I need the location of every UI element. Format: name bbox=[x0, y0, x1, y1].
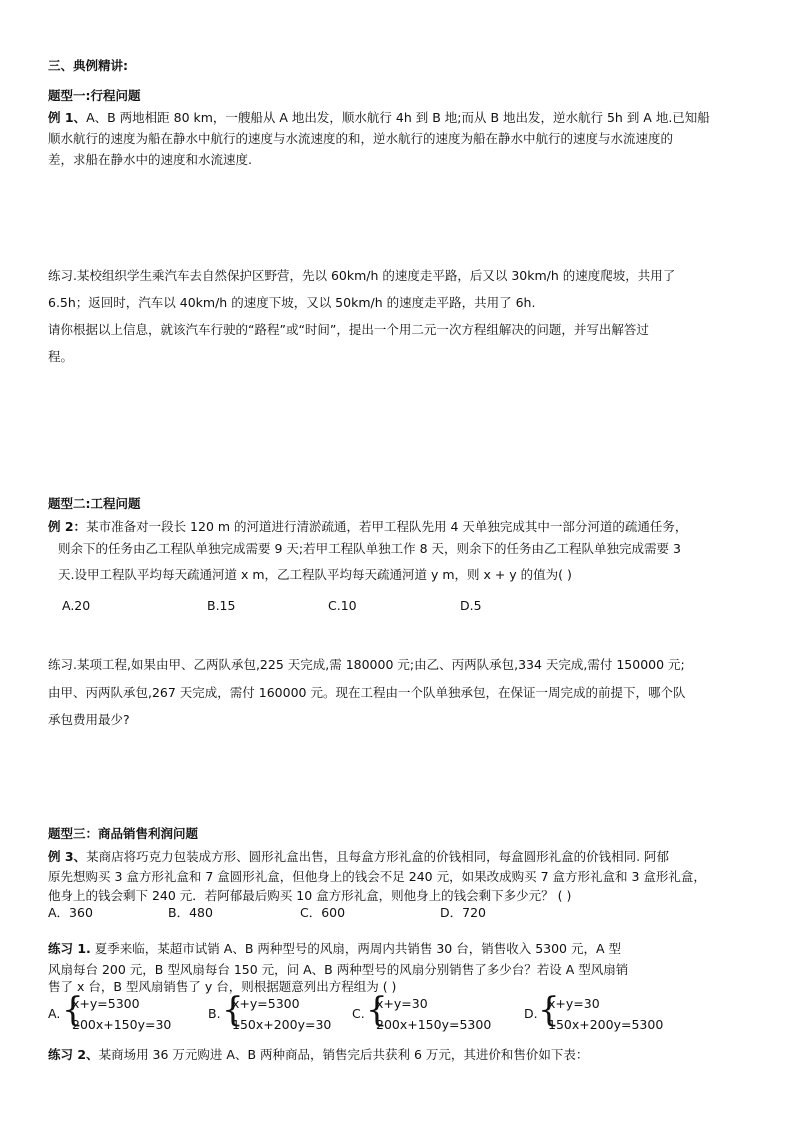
example2-label: 例 2： bbox=[48, 519, 87, 534]
system-option-b-eq1: x+y=5300 bbox=[232, 996, 300, 1011]
system-option-b-label: B. bbox=[208, 1006, 221, 1021]
example2-line-3: 天.设甲工程队平均每天疏通河道 x m，乙工程队平均每天疏通河道 y m，则 x + y 的值为( ) bbox=[58, 567, 572, 582]
system-option-b-eq2: 150x+200y=30 bbox=[232, 1017, 332, 1032]
type2-heading: 题型二:工程问题 bbox=[48, 496, 141, 511]
system-option-b bbox=[208, 990, 368, 1038]
system-option-d-eq1: x+y=30 bbox=[548, 996, 600, 1011]
example3-option-b: B．480 bbox=[168, 905, 213, 920]
brace-icon: { bbox=[538, 990, 560, 1030]
system-option-d bbox=[524, 990, 694, 1038]
brace-icon: { bbox=[222, 990, 244, 1030]
system-option-a-label: A. bbox=[48, 1006, 61, 1021]
example2-option-c: C.10 bbox=[328, 598, 357, 613]
practice3-line-3: 售了 x 台，B 型风扇销售了 y 台，则根据题意列出方程组为 ( ) bbox=[48, 979, 397, 994]
example3-line-3: 他身上的钱会剩下 240 元．若阿郁最后购买 10 盒方形礼盒，则他身上的钱会剩下多少元？ ( ) bbox=[48, 888, 572, 903]
system-option-c-label: C. bbox=[352, 1006, 365, 1021]
example3-option-d: D．720 bbox=[440, 905, 486, 920]
example3-line-2: 原先想购买 3 盒方形礼盒和 7 盒圆形礼盒，但他身上的钱会不足 240 元，如果改成购买 7 盒方形礼盒和 3 盒形礼盒， bbox=[48, 869, 706, 884]
example2-line-2: 则余下的任务由乙工程队单独完成需要 9 天;若甲工程队单独工作 8 天，则余下的任务由乙工程队单独完成需要 3 bbox=[58, 541, 681, 556]
system-option-a-eq2: 200x+150y=30 bbox=[72, 1017, 172, 1032]
practice3-line-1: 练习 1. 夏季来临，某超市试销 A、B 两种型号的风扇，两周内共销售 30 台，销售收入 5300 元，A 型 bbox=[48, 941, 622, 956]
example2-option-a: A.20 bbox=[62, 598, 91, 613]
practice1-line-2: 6.5h；返回时，汽车以 40km/h 的速度下坡，又以 50km/h 的速度走平路，共用了 6h. bbox=[48, 295, 536, 310]
type1-heading: 题型一:行程问题 bbox=[48, 88, 141, 103]
practice4-label: 练习 2、 bbox=[48, 1047, 99, 1062]
practice4-line-1: 练习 2、某商场用 36 万元购进 A、B 两种商品，销售完后共获利 6 万元，其进价和售价如下表： bbox=[48, 1047, 589, 1062]
system-option-a-eq1: x+y=5300 bbox=[72, 996, 140, 1011]
practice1-line-1: 练习.某校组织学生乘汽车去自然保护区野营，先以 60km/h 的速度走平路，后又以 30km/h 的速度爬坡，共用了 bbox=[48, 268, 676, 283]
brace-icon: { bbox=[366, 990, 388, 1030]
example3-option-a: A．360 bbox=[48, 905, 93, 920]
example2-option-d: D.5 bbox=[460, 598, 482, 613]
example1-line-3: 差，求船在静水中的速度和水流速度. bbox=[48, 152, 252, 167]
section-title: 三、典例精讲: bbox=[48, 58, 128, 73]
practice3-line-2: 风扇每台 200 元，B 型风扇每台 150 元，问 A、B 两种型号的风扇分别销售了多少台？若设 A 型风扇销 bbox=[48, 962, 629, 977]
system-option-c-eq1: x+y=30 bbox=[376, 996, 428, 1011]
system-option-a bbox=[48, 990, 208, 1038]
example2-option-b: B.15 bbox=[207, 598, 236, 613]
brace-icon: { bbox=[62, 990, 84, 1030]
practice2-line-1: 练习.某项工程,如果由甲、乙两队承包,225 天完成,需 180000 元;由乙、丙两队承包,334 天完成,需付 150000 元; bbox=[48, 657, 685, 672]
example1-line-2: 顺水航行的速度为船在静水中航行的速度与水流速度的和，逆水航行的速度为船在静水中航行的速度与水流速度的 bbox=[48, 131, 674, 146]
practice2-line-3: 承包费用最少? bbox=[48, 712, 130, 727]
system-option-d-label: D. bbox=[524, 1006, 538, 1021]
system-option-c-eq2: 200x+150y=5300 bbox=[376, 1017, 492, 1032]
practice1-line-4: 程。 bbox=[48, 349, 74, 364]
example1-line-1: 例 1、A、B 两地相距 80 km，一艘船从 A 地出发，顺水航行 4h 到 B 地;而从 B 地出发，逆水航行 5h 到 A 地.已知船 bbox=[48, 110, 710, 125]
practice3-label: 练习 1. bbox=[48, 941, 91, 956]
example1-label: 例 1、 bbox=[48, 110, 87, 125]
practice1-line-3: 请你根据以上信息，就该汽车行驶的“路程”或“时间”，提出一个用二元一次方程组解决的问题，并写出解答过 bbox=[48, 322, 649, 337]
example3-option-c: C．600 bbox=[300, 905, 346, 920]
example2-line-1: 例 2：某市准备对一段长 120 m 的河道进行清淤疏通，若甲工程队先用 4 天单独完成其中一部分河道的疏通任务， bbox=[48, 519, 688, 534]
example3-label: 例 3、 bbox=[48, 849, 87, 864]
type3-heading: 题型三：商品销售利润问题 bbox=[48, 826, 199, 841]
system-option-d-eq2: 150x+200y=5300 bbox=[548, 1017, 664, 1032]
system-option-c bbox=[352, 990, 522, 1038]
practice2-line-2: 由甲、丙两队承包,267 天完成，需付 160000 元。现在工程由一个队单独承包，在保证一周完成的前提下，哪个队 bbox=[48, 685, 686, 700]
example3-line-1: 例 3、某商店将巧克力包装成方形、圆形礼盒出售，且每盒方形礼盒的价钱相同，每盒圆形礼盒的价钱相同. 阿郁 bbox=[48, 849, 670, 864]
